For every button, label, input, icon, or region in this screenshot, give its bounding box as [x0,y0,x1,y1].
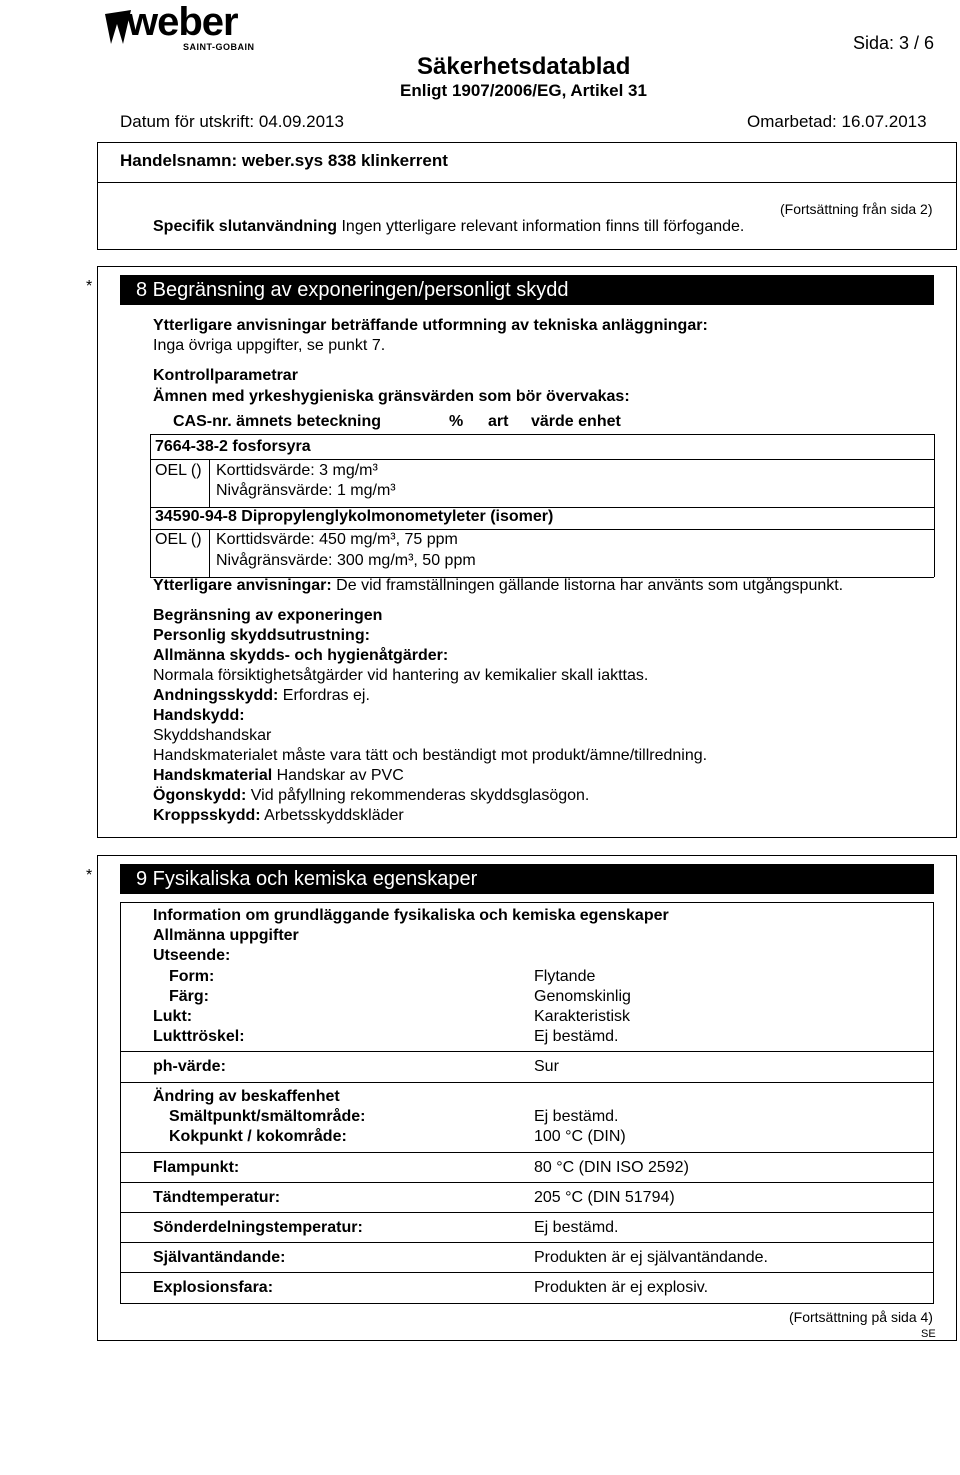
body-row [153,807,404,825]
logo-text: weber [127,0,238,44]
glove-value: Handskar av PVC [272,767,404,784]
continued-to: (Fortsättning på sida 4) [789,1309,933,1325]
resp-row [153,687,370,705]
substance-value-line1: Korttidsvärde: 3 mg/m³ [216,462,378,479]
prop-label: Tändtemperatur: [153,1189,281,1206]
table-header-value: värde enhet [531,413,621,430]
logo-subtext: SAINT-GOBAIN [183,42,255,52]
subst-label: Ämnen med yrkeshygieniska gränsvärden som bör övervakas: [153,388,630,405]
prop-value: Genomskinlig [534,988,631,1005]
prop-divider [120,1182,934,1183]
glove-row [153,767,404,785]
print-date: Datum för utskrift: 04.09.2013 [120,112,344,131]
info-label: Information om grundläggande fysikaliska och kemiska egenskaper [153,907,669,924]
specific-use-label: Specifik slutanvändning [153,218,338,235]
cell-divider [209,460,210,507]
prop-label: Sönderdelningstemperatur: [153,1219,363,1236]
prop-value: Sur [534,1058,559,1075]
further-info [153,577,843,595]
country-code: SE [921,1328,936,1340]
hand-value2: Handskmaterialet måste vara tätt och beständigt mot produkt/ämne/tillredning. [153,747,708,764]
row-divider [150,529,934,530]
prop-value: 100 °C (DIN) [534,1128,626,1145]
prop-value: 80 °C (DIN ISO 2592) [534,1159,689,1176]
prop-divider [120,1152,934,1153]
tech-label: Ytterligare anvisningar beträffande utformning av tekniska anläggningar: [153,317,708,334]
eye-value: Vid påfyllning rekommenderas skyddsglasögon. [246,787,590,804]
prop-value: Ej bestämd. [534,1028,619,1045]
trade-name: Handelsnamn: weber.sys 838 klinkerrent [120,151,448,170]
control-label: Kontrollparametrar [153,367,298,384]
page-number: Sida: 3 / 6 [853,33,935,53]
prop-value: Ej bestämd. [534,1219,619,1236]
revised-date: Omarbetad: 16.07.2013 [747,112,927,131]
prop-label: Flampunkt: [153,1159,240,1176]
table-header-type: art [488,413,509,430]
substance-value-line2: Nivågränsvärde: 1 mg/m³ [216,482,396,499]
cell-divider [209,530,210,577]
prop-divider [120,1051,934,1052]
prop-divider [120,1082,934,1083]
section9-header: 9 Fysikaliska och kemiska egenskaper [120,864,934,894]
general-label: Allmänna uppgifter [153,927,299,944]
glove-label: Handskmaterial [153,767,273,784]
specific-use [153,218,744,236]
further-value: De vid framställningen gällande listorna har använts som utgångspunkt. [331,577,844,594]
table-top-line [150,434,934,435]
prop-divider [120,1212,934,1213]
top-box-divider [97,182,957,183]
prop-label: Kokpunkt / kokområde: [169,1128,347,1145]
document-title: Säkerhetsdatablad [417,53,631,80]
tech-value: Inga övriga uppgifter, se punkt 7. [153,337,386,354]
prop-label: Färg: [169,988,209,1005]
weber-logo [103,0,255,52]
prop-divider [120,1242,934,1243]
table-header-cas: CAS-nr. ämnets beteckning [173,413,382,430]
prop-value: Ej bestämd. [534,1108,619,1125]
substance-name: 34590-94-8 Dipropylenglykolmonometyleter (isomer) [155,508,554,525]
hygiene-value: Normala försiktighetsåtgärder vid hantering av kemikalier skall iakttas. [153,667,649,684]
table-right-border [934,434,935,577]
prop-value: Produkten är ej självantändande. [534,1249,768,1266]
section8-marker: * [86,278,93,295]
prop-label: Form: [169,968,215,985]
eye-row [153,787,589,805]
body-value: Arbetsskyddskläder [260,807,404,824]
prop-label: Smältpunkt/smältområde: [169,1108,366,1125]
exposure-label: Begränsning av exponeringen [153,607,383,624]
prop-divider [120,1272,934,1273]
prop-label: Lukttröskel: [153,1028,245,1045]
prop-value: Flytande [534,968,596,985]
prop-label: ph-värde: [153,1058,226,1075]
table-header-percent: % [449,413,464,430]
table-left-border [150,434,151,577]
specific-use-value: Ingen ytterligare relevant information finns till förfogande. [337,218,745,235]
ppe-label: Personlig skyddsutrustning: [153,627,370,644]
document-subtitle: Enligt 1907/2006/EG, Artikel 31 [400,81,647,100]
prop-label: Explosionsfara: [153,1279,274,1296]
resp-label: Andningsskydd: [153,687,279,704]
hand-label: Handskydd: [153,707,245,724]
prop-value: 205 °C (DIN 51794) [534,1189,675,1206]
substance-type: OEL () [155,462,202,479]
resp-value: Erfordras ej. [278,687,370,704]
substance-type: OEL () [155,531,202,548]
substance-value-line2: Nivågränsvärde: 300 mg/m³, 50 ppm [216,552,476,569]
hygiene-label: Allmänna skydds- och hygienåtgärder: [153,647,449,664]
hand-value1: Skyddshandskar [153,727,272,744]
section9-marker: * [86,867,93,884]
body-label: Kroppsskydd: [153,807,261,824]
section8-header: 8 Begränsning av exponeringen/personligt skydd [120,275,934,305]
further-label: Ytterligare anvisningar: [153,577,332,594]
eye-label: Ögonskydd: [153,787,247,804]
continued-from: (Fortsättning från sida 2) [780,201,933,217]
appearance-label: Utseende: [153,947,231,964]
prop-label: Självantändande: [153,1249,286,1266]
substance-value-line1: Korttidsvärde: 450 mg/m³, 75 ppm [216,531,458,548]
substance-name: 7664-38-2 fosforsyra [155,438,311,455]
row-divider [150,459,934,460]
prop-value: Produkten är ej explosiv. [534,1279,709,1296]
prop-label: Ändring av beskaffenhet [153,1088,340,1105]
prop-value: Karakteristisk [534,1008,631,1025]
prop-label: Lukt: [153,1008,193,1025]
